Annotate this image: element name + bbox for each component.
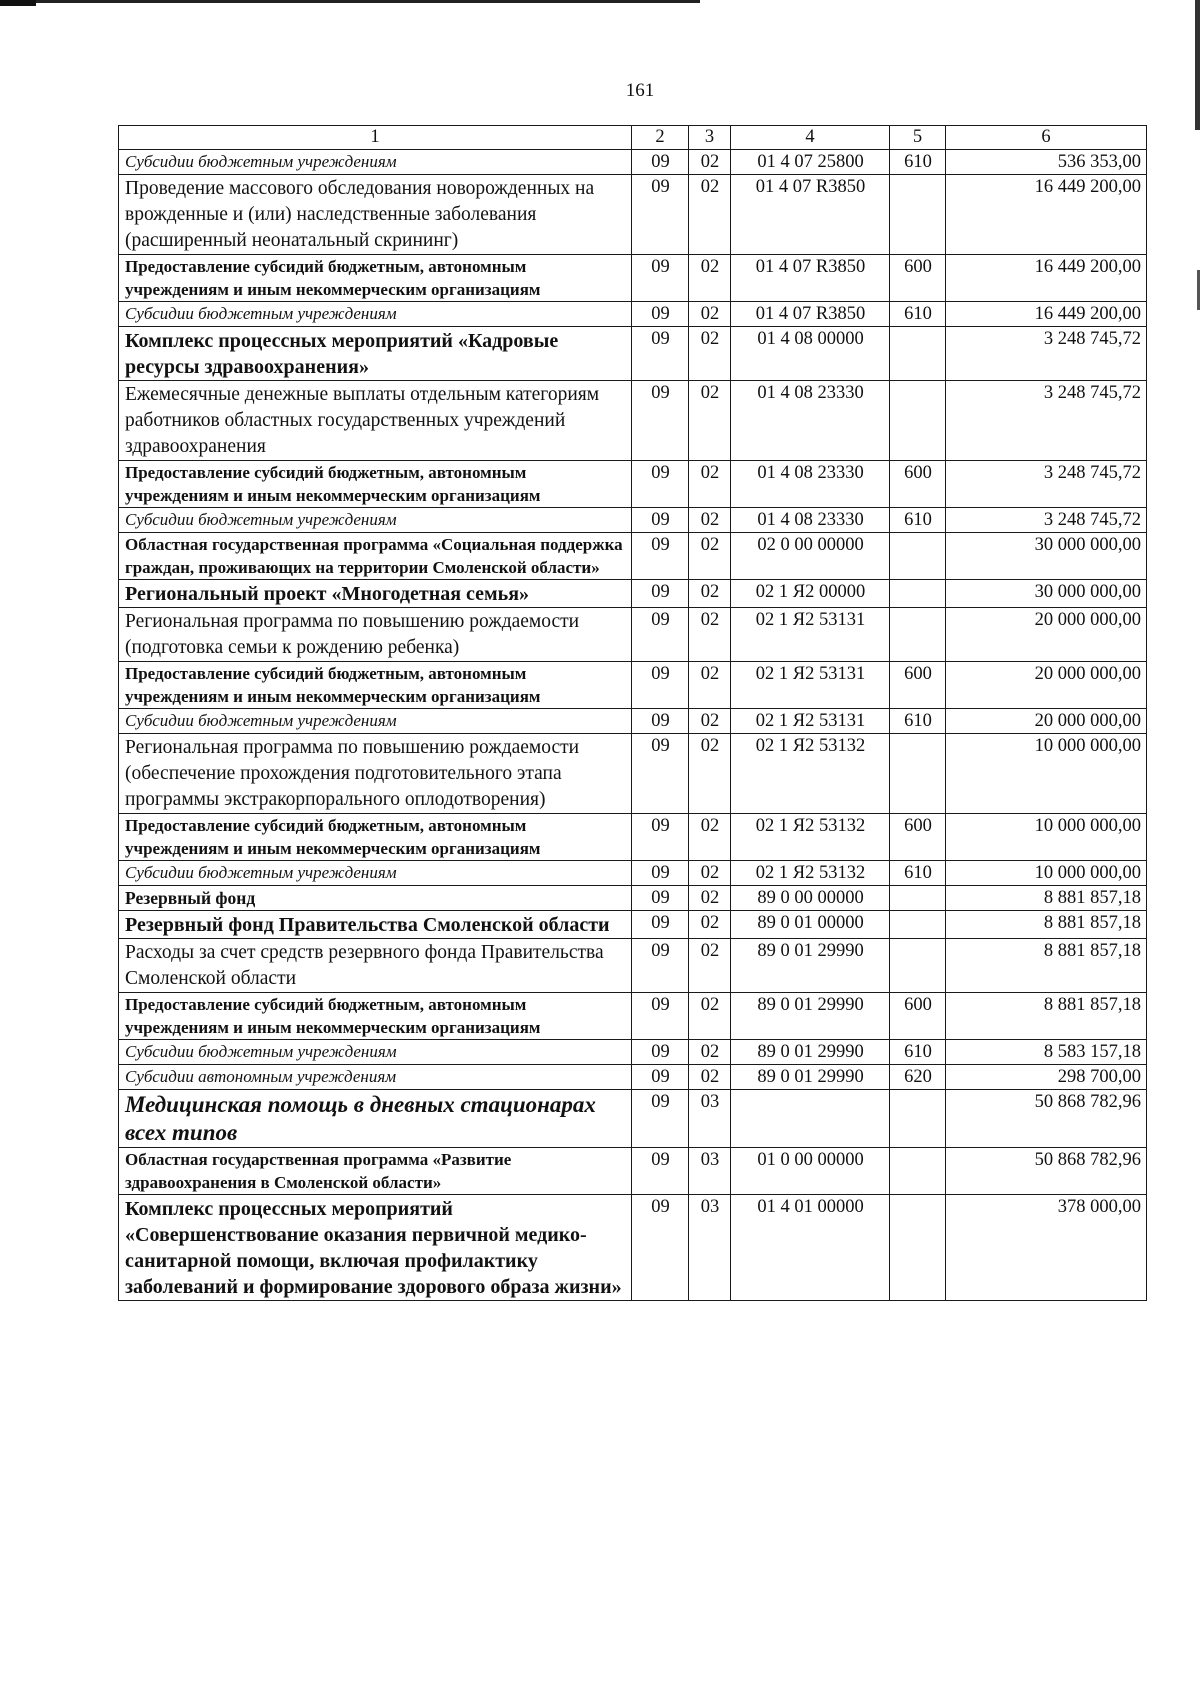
section-code-cell: 09 [632, 1065, 689, 1090]
expense-type-cell [890, 327, 946, 381]
amount-cell: 30 000 000,00 [946, 580, 1147, 608]
target-article-cell: 01 4 07 R3850 [731, 175, 890, 255]
amount-cell: 16 449 200,00 [946, 255, 1147, 302]
target-article-cell: 01 4 07 R3850 [731, 255, 890, 302]
subsection-code-cell: 02 [689, 302, 731, 327]
section-code-cell: 09 [632, 939, 689, 993]
section-code-cell: 09 [632, 911, 689, 939]
section-code-cell: 09 [632, 993, 689, 1040]
expense-type-cell [890, 580, 946, 608]
column-header: 4 [731, 126, 890, 150]
section-code-cell: 09 [632, 381, 689, 461]
subsection-code-cell: 02 [689, 911, 731, 939]
target-article-cell: 89 0 01 29990 [731, 939, 890, 993]
amount-cell: 16 449 200,00 [946, 302, 1147, 327]
amount-cell: 20 000 000,00 [946, 608, 1147, 662]
target-article-cell: 02 1 Я2 53132 [731, 734, 890, 814]
expense-type-cell [890, 381, 946, 461]
section-code-cell: 09 [632, 327, 689, 381]
target-article-cell: 02 1 Я2 53131 [731, 709, 890, 734]
row-name-cell: Субсидии бюджетным учреждениям [119, 150, 632, 175]
table-row [119, 1195, 1147, 1301]
target-article-cell: 01 4 08 00000 [731, 327, 890, 381]
expense-type-cell: 600 [890, 814, 946, 861]
row-name-cell: Региональная программа по повышению рождаемости (обеспечение прохождения подготовительного этапа программы экстракорпорального оплодотворения) [119, 734, 632, 814]
expense-type-cell [890, 608, 946, 662]
subsection-code-cell: 02 [689, 461, 731, 508]
row-name-cell: Областная государственная программа «Социальная поддержка граждан, проживающих на территории Смоленской области» [119, 533, 632, 580]
subsection-code-cell: 02 [689, 508, 731, 533]
subsection-code-cell: 02 [689, 327, 731, 381]
expense-type-cell: 600 [890, 461, 946, 508]
row-name-cell: Субсидии бюджетным учреждениям [119, 861, 632, 886]
expense-type-cell: 610 [890, 302, 946, 327]
amount-cell: 50 868 782,96 [946, 1148, 1147, 1195]
row-name-cell: Резервный фонд [119, 886, 632, 911]
target-article-cell [731, 1090, 890, 1148]
expense-type-cell: 610 [890, 709, 946, 734]
section-code-cell: 09 [632, 461, 689, 508]
row-name-cell: Комплекс процессных мероприятий «Совершенствование оказания первичной медико-санитарной помощи, включая профилактику заболеваний и формирование здорового образа жизни» [119, 1195, 632, 1301]
row-name-cell: Региональная программа по повышению рождаемости (подготовка семьи к рождению ребенка) [119, 608, 632, 662]
expense-type-cell: 600 [890, 255, 946, 302]
table-row [119, 302, 1147, 327]
subsection-code-cell: 02 [689, 861, 731, 886]
table-row [119, 533, 1147, 580]
subsection-code-cell: 02 [689, 608, 731, 662]
target-article-cell: 02 0 00 00000 [731, 533, 890, 580]
expense-type-cell: 620 [890, 1065, 946, 1090]
subsection-code-cell: 02 [689, 1065, 731, 1090]
table-row [119, 255, 1147, 302]
section-code-cell: 09 [632, 608, 689, 662]
subsection-code-cell: 02 [689, 662, 731, 709]
row-name-cell: Областная государственная программа «Развитие здравоохранения в Смоленской области» [119, 1148, 632, 1195]
section-code-cell: 09 [632, 175, 689, 255]
table-row [119, 381, 1147, 461]
expense-type-cell [890, 533, 946, 580]
section-code-cell: 09 [632, 1148, 689, 1195]
budget-table [118, 125, 1147, 1301]
column-header: 1 [119, 126, 632, 150]
table-row [119, 814, 1147, 861]
amount-cell: 378 000,00 [946, 1195, 1147, 1301]
column-header: 3 [689, 126, 731, 150]
section-code-cell: 09 [632, 861, 689, 886]
amount-cell: 10 000 000,00 [946, 861, 1147, 886]
section-code-cell: 09 [632, 302, 689, 327]
table-row [119, 993, 1147, 1040]
row-name-cell: Субсидии бюджетным учреждениям [119, 302, 632, 327]
section-code-cell: 09 [632, 1040, 689, 1065]
table-header-row [119, 126, 1147, 150]
table-row [119, 861, 1147, 886]
table-row [119, 175, 1147, 255]
expense-type-cell: 600 [890, 993, 946, 1040]
expense-type-cell: 600 [890, 662, 946, 709]
subsection-code-cell: 03 [689, 1090, 731, 1148]
subsection-code-cell: 02 [689, 814, 731, 861]
expense-type-cell [890, 1148, 946, 1195]
column-header: 5 [890, 126, 946, 150]
expense-type-cell: 610 [890, 508, 946, 533]
amount-cell: 16 449 200,00 [946, 175, 1147, 255]
subsection-code-cell: 02 [689, 150, 731, 175]
amount-cell: 3 248 745,72 [946, 327, 1147, 381]
table-row [119, 662, 1147, 709]
scan-edge-top [0, 0, 700, 3]
section-code-cell: 09 [632, 886, 689, 911]
amount-cell: 536 353,00 [946, 150, 1147, 175]
row-name-cell: Субсидии автономным учреждениям [119, 1065, 632, 1090]
expense-type-cell: 610 [890, 861, 946, 886]
table-row [119, 327, 1147, 381]
amount-cell: 10 000 000,00 [946, 734, 1147, 814]
subsection-code-cell: 02 [689, 1040, 731, 1065]
scan-edge-mark [0, 0, 36, 6]
target-article-cell: 01 4 07 25800 [731, 150, 890, 175]
row-name-cell: Расходы за счет средств резервного фонда Правительства Смоленской области [119, 939, 632, 993]
subsection-code-cell: 02 [689, 709, 731, 734]
table-row [119, 1090, 1147, 1148]
row-name-cell: Предоставление субсидий бюджетным, автономным учреждениям и иным некоммерческим организациям [119, 255, 632, 302]
section-code-cell: 09 [632, 533, 689, 580]
amount-cell: 8 881 857,18 [946, 911, 1147, 939]
target-article-cell: 02 1 Я2 53132 [731, 814, 890, 861]
expense-type-cell [890, 939, 946, 993]
row-name-cell: Субсидии бюджетным учреждениям [119, 1040, 632, 1065]
subsection-code-cell: 02 [689, 939, 731, 993]
table-row [119, 1148, 1147, 1195]
table-row [119, 709, 1147, 734]
expense-type-cell [890, 1090, 946, 1148]
page-number: 161 [625, 80, 655, 101]
column-header: 6 [946, 126, 1147, 150]
column-header: 2 [632, 126, 689, 150]
subsection-code-cell: 02 [689, 993, 731, 1040]
subsection-code-cell: 02 [689, 255, 731, 302]
target-article-cell: 01 4 08 23330 [731, 461, 890, 508]
table-row [119, 939, 1147, 993]
row-name-cell: Субсидии бюджетным учреждениям [119, 508, 632, 533]
section-code-cell: 09 [632, 580, 689, 608]
row-name-cell: Предоставление субсидий бюджетным, автономным учреждениям и иным некоммерческим организациям [119, 461, 632, 508]
amount-cell: 8 583 157,18 [946, 1040, 1147, 1065]
target-article-cell: 01 4 08 23330 [731, 508, 890, 533]
row-name-cell: Резервный фонд Правительства Смоленской области [119, 911, 632, 939]
amount-cell: 20 000 000,00 [946, 662, 1147, 709]
target-article-cell: 02 1 Я2 53131 [731, 662, 890, 709]
target-article-cell: 89 0 01 29990 [731, 1065, 890, 1090]
table-row [119, 911, 1147, 939]
expense-type-cell [890, 734, 946, 814]
subsection-code-cell: 02 [689, 175, 731, 255]
target-article-cell: 89 0 01 29990 [731, 1040, 890, 1065]
expense-type-cell: 610 [890, 150, 946, 175]
row-name-cell: Ежемесячные денежные выплаты отдельным категориям работников областных государственных учреждений здравоохранения [119, 381, 632, 461]
target-article-cell: 01 4 08 23330 [731, 381, 890, 461]
row-name-cell: Медицинская помощь в дневных стационарах всех типов [119, 1090, 632, 1148]
section-code-cell: 09 [632, 150, 689, 175]
subsection-code-cell: 02 [689, 533, 731, 580]
section-code-cell: 09 [632, 709, 689, 734]
target-article-cell: 89 0 00 00000 [731, 886, 890, 911]
target-article-cell: 02 1 Я2 00000 [731, 580, 890, 608]
section-code-cell: 09 [632, 508, 689, 533]
table-row [119, 508, 1147, 533]
row-name-cell: Предоставление субсидий бюджетным, автономным учреждениям и иным некоммерческим организациям [119, 814, 632, 861]
table-row [119, 886, 1147, 911]
row-name-cell: Предоставление субсидий бюджетным, автономным учреждениям и иным некоммерческим организациям [119, 662, 632, 709]
subsection-code-cell: 02 [689, 734, 731, 814]
row-name-cell: Субсидии бюджетным учреждениям [119, 709, 632, 734]
row-name-cell: Проведение массового обследования новорожденных на врожденные и (или) наследственные заболевания (расширенный неонатальный скрининг) [119, 175, 632, 255]
table-row [119, 150, 1147, 175]
table-row [119, 1065, 1147, 1090]
amount-cell: 298 700,00 [946, 1065, 1147, 1090]
target-article-cell: 02 1 Я2 53132 [731, 861, 890, 886]
section-code-cell: 09 [632, 814, 689, 861]
target-article-cell: 01 4 07 R3850 [731, 302, 890, 327]
section-code-cell: 09 [632, 1090, 689, 1148]
target-article-cell: 89 0 01 29990 [731, 993, 890, 1040]
section-code-cell: 09 [632, 734, 689, 814]
amount-cell: 8 881 857,18 [946, 939, 1147, 993]
row-name-cell: Комплекс процессных мероприятий «Кадровые ресурсы здравоохранения» [119, 327, 632, 381]
table-row [119, 1040, 1147, 1065]
section-code-cell: 09 [632, 662, 689, 709]
amount-cell: 3 248 745,72 [946, 461, 1147, 508]
expense-type-cell [890, 911, 946, 939]
expense-type-cell [890, 886, 946, 911]
scan-edge-right [1195, 0, 1200, 130]
row-name-cell: Региональный проект «Многодетная семья» [119, 580, 632, 608]
amount-cell: 3 248 745,72 [946, 508, 1147, 533]
target-article-cell: 01 0 00 00000 [731, 1148, 890, 1195]
target-article-cell: 89 0 01 00000 [731, 911, 890, 939]
amount-cell: 10 000 000,00 [946, 814, 1147, 861]
subsection-code-cell: 02 [689, 580, 731, 608]
subsection-code-cell: 02 [689, 886, 731, 911]
amount-cell: 8 881 857,18 [946, 886, 1147, 911]
table-row [119, 608, 1147, 662]
amount-cell: 8 881 857,18 [946, 993, 1147, 1040]
section-code-cell: 09 [632, 255, 689, 302]
subsection-code-cell: 03 [689, 1148, 731, 1195]
table-row [119, 580, 1147, 608]
subsection-code-cell: 02 [689, 381, 731, 461]
table-row [119, 461, 1147, 508]
section-code-cell: 09 [632, 1195, 689, 1301]
amount-cell: 3 248 745,72 [946, 381, 1147, 461]
amount-cell: 50 868 782,96 [946, 1090, 1147, 1148]
target-article-cell: 01 4 01 00000 [731, 1195, 890, 1301]
expense-type-cell: 610 [890, 1040, 946, 1065]
expense-type-cell [890, 1195, 946, 1301]
amount-cell: 20 000 000,00 [946, 709, 1147, 734]
subsection-code-cell: 03 [689, 1195, 731, 1301]
target-article-cell: 02 1 Я2 53131 [731, 608, 890, 662]
expense-type-cell [890, 175, 946, 255]
row-name-cell: Предоставление субсидий бюджетным, автономным учреждениям и иным некоммерческим организациям [119, 993, 632, 1040]
amount-cell: 30 000 000,00 [946, 533, 1147, 580]
table-row [119, 734, 1147, 814]
